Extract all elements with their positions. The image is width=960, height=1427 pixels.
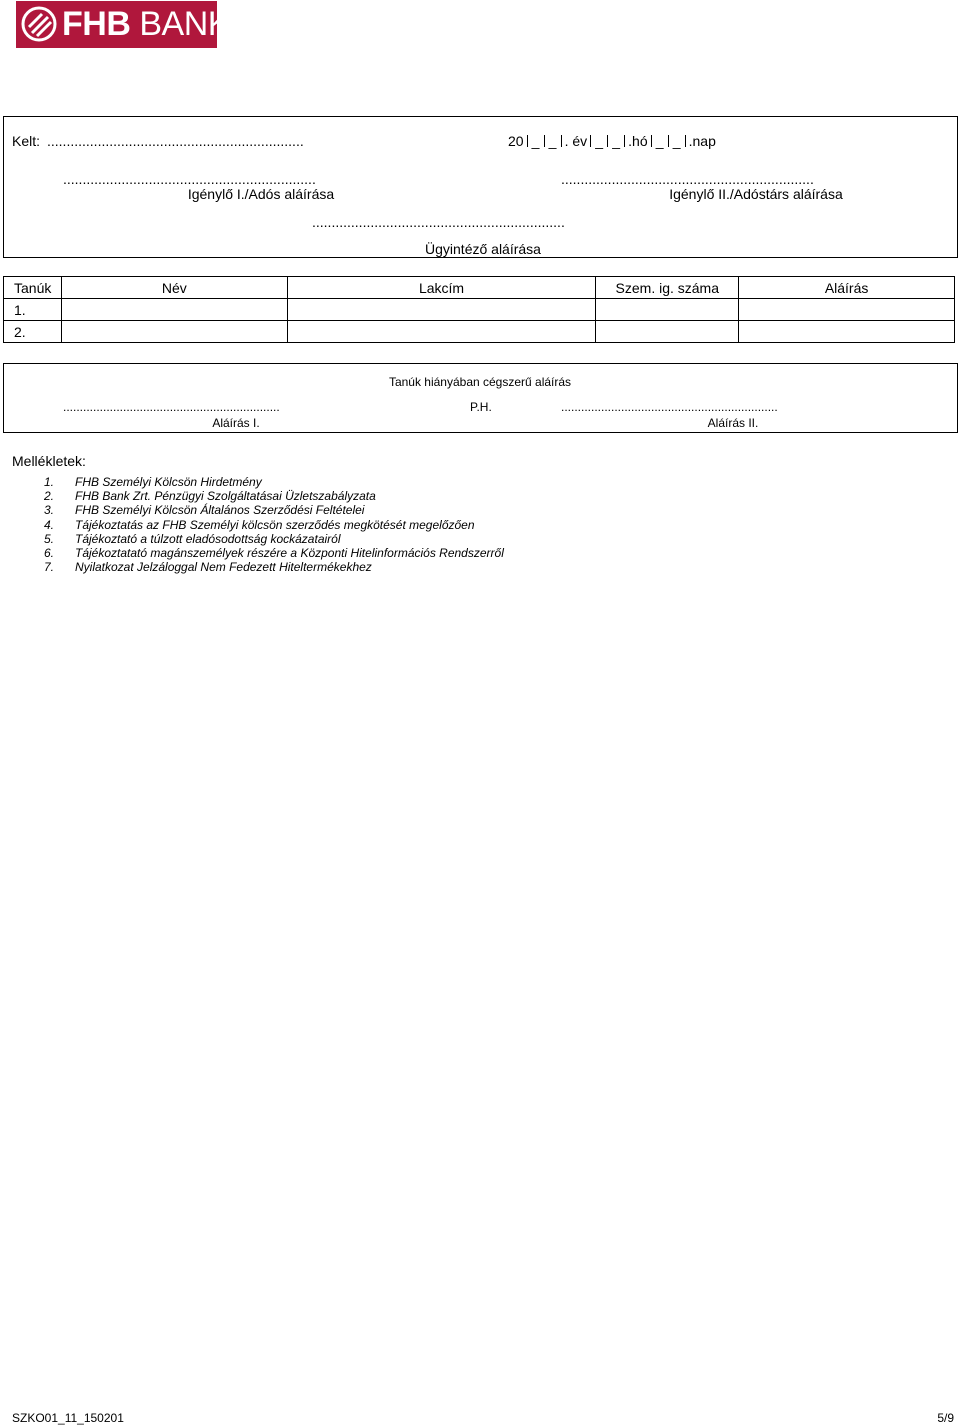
witness-name-cell[interactable]	[61, 321, 287, 343]
header-nev: Név	[61, 277, 287, 299]
company-signature-2-line[interactable]: .................................................................	[561, 400, 778, 414]
witness-name-cell[interactable]	[61, 299, 287, 321]
page-number: 5/9	[937, 1411, 954, 1425]
attachments-list	[44, 475, 504, 574]
list-item: 1. FHB Személyi Kölcsön Hirdetmény	[44, 475, 262, 489]
row-number: 2.	[4, 321, 62, 343]
row-number: 1.	[4, 299, 62, 321]
table-header-row	[4, 277, 955, 299]
kelt-label: Kelt:	[12, 133, 41, 149]
witness-id-cell[interactable]	[596, 321, 739, 343]
applicant-2-signature-label: Igénylő II./Adóstárs aláírása	[669, 186, 843, 202]
kelt-place-field[interactable]: ..................................................................	[47, 133, 304, 149]
witness-table	[3, 276, 955, 343]
logo-emblem-icon	[20, 5, 58, 43]
witness-address-cell[interactable]	[287, 321, 596, 343]
witness-id-cell[interactable]	[596, 299, 739, 321]
header-alairas: Aláírás	[739, 277, 955, 299]
header-lakcim: Lakcím	[287, 277, 596, 299]
table-row	[4, 299, 955, 321]
list-item: 6. Tájékoztatató magánszemélyek részére a Központi Hitelinformációs Rendszerről	[44, 545, 504, 560]
list-item: 2. FHB Bank Zrt. Pénzügyi Szolgáltatásai Üzletszabályzata	[44, 489, 376, 504]
fhb-bank-logo	[16, 1, 230, 48]
agent-signature-line[interactable]: .................................................................	[312, 214, 565, 230]
witness-signature-cell[interactable]	[739, 321, 955, 343]
list-item: 5. Tájékoztató a túlzott eladósodottság kockázatairól	[44, 531, 341, 546]
agent-signature-label: Ügyintéző aláírása	[425, 241, 541, 257]
applicant-1-signature-line[interactable]: .................................................................	[63, 171, 316, 187]
company-signature-title: Tanúk hiányában cégszerű aláírás	[388, 375, 572, 389]
attachments-title: Mellékletek:	[12, 453, 86, 469]
stamp-label: P.H.	[470, 400, 492, 414]
company-signature-2-label: Aláírás II.	[707, 416, 759, 430]
list-item: 3. FHB Személyi Kölcsön Általános Szerződési Feltételei	[44, 503, 365, 518]
company-signature-1-line[interactable]: .................................................................	[63, 400, 280, 414]
company-signature-1-label: Aláírás I.	[212, 416, 260, 430]
list-item: 4. Tájékoztatás az FHB Személyi kölcsön szerződés megkötését megelőzően	[44, 517, 475, 532]
list-item: 7. Nyilatkozat Jelzáloggal Nem Fedezett Hiteltermékekhez	[44, 560, 372, 575]
logo-wordmark: FHB BANK	[62, 5, 230, 43]
applicant-1-signature-label: Igénylő I./Adós aláírása	[187, 186, 335, 202]
header-szem-ig-szama: Szem. ig. száma	[596, 277, 739, 299]
document-code: SZKO01_11_150201	[12, 1411, 124, 1425]
applicant-2-signature-line[interactable]: .................................................................	[561, 171, 814, 187]
header-tanuk: Tanúk	[4, 277, 62, 299]
table-row	[4, 321, 955, 343]
witness-signature-cell[interactable]	[739, 299, 955, 321]
date-field[interactable]: 20 _ _ . év _ _ .hó _ _ .nap	[508, 133, 716, 149]
witness-address-cell[interactable]	[287, 299, 596, 321]
